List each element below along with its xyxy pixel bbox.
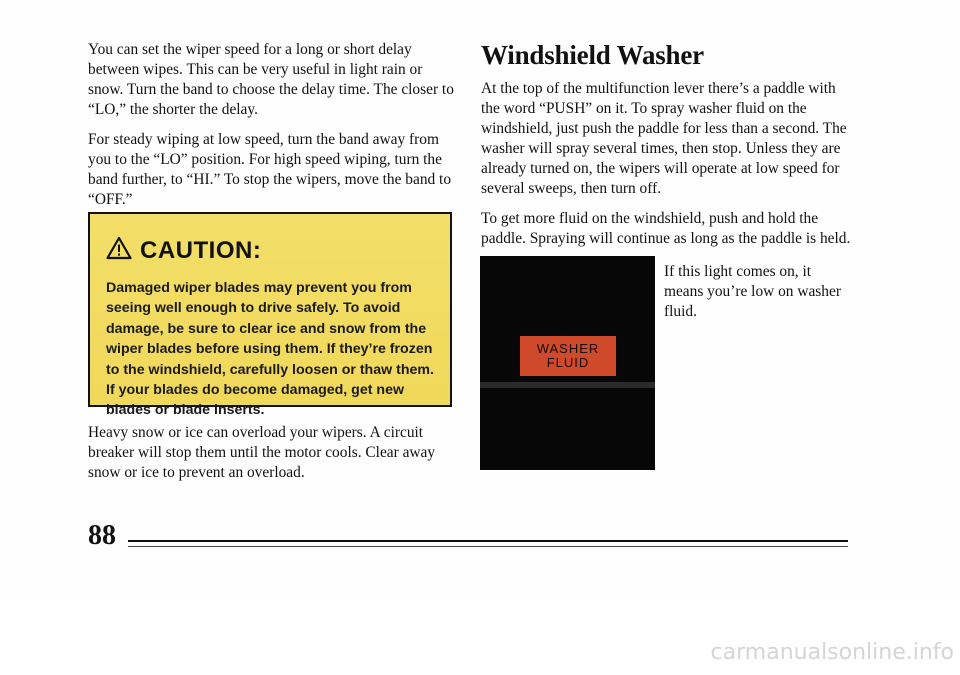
caution-title: CAUTION: [140, 236, 262, 264]
washer-fluid-lamp-icon [520, 336, 616, 376]
indicator-band [480, 382, 655, 388]
caution-box [88, 212, 452, 419]
overload-section [88, 423, 460, 493]
wiper-speed-paragraph: For steady wiping at low speed, turn the band away from you to the “LO” position. For high speed wiping, turn the band further, to “HI.” To stop the wipers, move the band to “OFF.” [88, 131, 452, 208]
watermark: carmanualsonline.info [710, 640, 954, 665]
lamp-text-line1: WASHER [536, 341, 600, 356]
right-column [481, 40, 851, 259]
caution-header [106, 236, 261, 265]
lamp-text-line2: FLUID [546, 355, 590, 370]
left-column [88, 40, 460, 220]
section-heading: Windshield Washer [481, 40, 704, 70]
wiper-delay-paragraph: You can set the wiper speed for a long or short delay between wipes. This can be very useful in light rain or snow. Turn the band to choose the delay time. The closer to “LO,” the shorter the delay. [88, 41, 454, 118]
footer-rule-thin [128, 546, 848, 547]
page-number: 88 [88, 520, 116, 551]
footer-rule [128, 540, 848, 542]
warning-triangle-icon [106, 236, 132, 265]
indicator-note [664, 262, 854, 332]
caution-text: Damaged wiper blades may prevent you from seeing well enough to drive safely. To avoid damage, be sure to clear ice and snow from the wiper blades before using them. If they’re frozen to the windshield, carefully loosen or thaw them. If your blades do become damaged, get new blades or blade inserts. [106, 280, 434, 419]
indicator-note-text: If this light comes on, it means you’re low on washer fluid. [664, 263, 841, 320]
washer-fluid-indicator-image [480, 256, 655, 470]
washer-hold-paragraph: To get more fluid on the windshield, push and hold the paddle. Spraying will continue as long as the paddle is held. [481, 210, 851, 247]
washer-paragraph: At the top of the multifunction lever there’s a paddle with the word “PUSH” on it. To spray washer fluid on the windshield, just push the paddle for less than a second. The washer will spray several times, then stop. Unless they are already turned on, the wipers will operate at low speed for several sweeps, then turn off. [481, 80, 847, 197]
overload-paragraph: Heavy snow or ice can overload your wipers. A circuit breaker will stop them until the motor cools. Clear away snow or ice to prevent an overload. [88, 424, 436, 481]
